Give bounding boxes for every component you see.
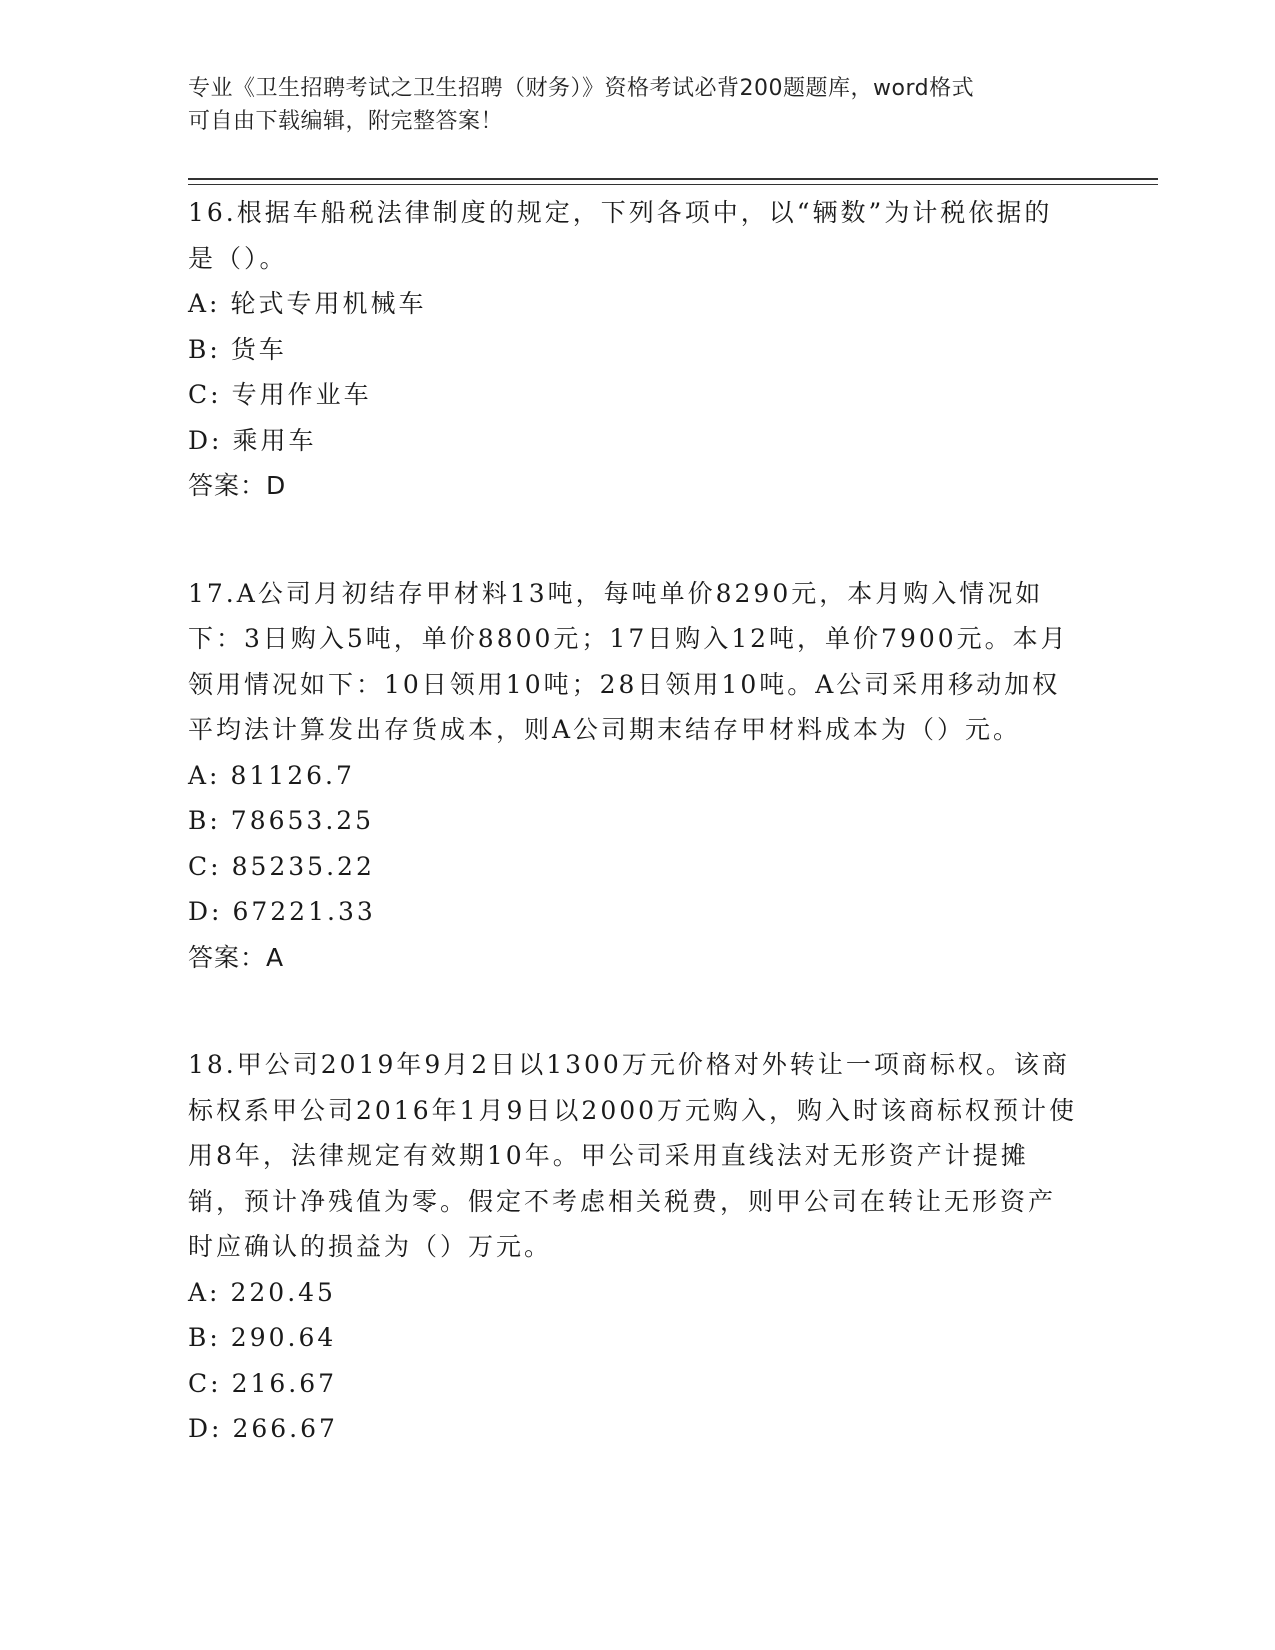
- document-header: [188, 72, 1088, 138]
- question-16: [188, 190, 1078, 509]
- option-letter: D:: [188, 897, 223, 926]
- header-divider-thin: [188, 184, 1158, 185]
- option-letter: C:: [188, 380, 222, 409]
- option-letter: A:: [188, 760, 221, 790]
- answer-label: 答案：A: [188, 942, 285, 972]
- question-stem: 16.根据车船税法律制度的规定，下列各项中，以“辆数”为计税依据的是（）。: [188, 198, 1053, 273]
- header-line-1: 专业《卫生招聘考试之卫生招聘（财务）》资格考试必背200题题库，word格式: [188, 76, 975, 101]
- option-letter: D:: [188, 1414, 223, 1443]
- option-b: [188, 327, 1078, 373]
- option-letter: A:: [188, 289, 221, 318]
- answer-label: 答案：D: [188, 471, 287, 500]
- option-letter: A:: [188, 1277, 221, 1307]
- option-text: 220.45: [230, 1277, 336, 1307]
- question-list: [188, 190, 1078, 1514]
- option-text: 乘用车: [232, 425, 317, 455]
- option-text: 专用作业车: [231, 380, 372, 409]
- question-17: [188, 571, 1078, 981]
- option-d: [188, 418, 1078, 464]
- option-letter: B:: [188, 806, 221, 835]
- header-line-2: 可自由下载编辑，附完整答案！: [188, 109, 504, 134]
- option-text: 290.64: [230, 1323, 337, 1352]
- option-text: 78653.25: [230, 806, 375, 835]
- option-letter: D:: [188, 425, 223, 455]
- option-letter: B:: [188, 1323, 221, 1352]
- option-c: [188, 372, 1078, 418]
- option-text: 216.67: [231, 1368, 338, 1398]
- option-b: [188, 1315, 1078, 1361]
- question-18: [188, 1042, 1078, 1452]
- option-c: [188, 1361, 1078, 1407]
- option-letter: B:: [188, 334, 221, 364]
- option-d: [188, 889, 1078, 935]
- option-text: 81126.7: [230, 760, 355, 790]
- option-text: 轮式专用机械车: [230, 289, 427, 318]
- option-text: 货车: [230, 334, 287, 364]
- option-a: [188, 281, 1078, 327]
- option-c: [188, 844, 1078, 890]
- option-text: 266.67: [232, 1414, 338, 1443]
- question-stem: 18.甲公司2019年9月2日以1300万元价格对外转让一项商标权。该商标权系甲公司2016年1月9日以2000万元购入，购入时该商标权预计使用8年，法律规定有效期10年。甲公司采用直线法对无形资产计提摊销，预计净残值为零。假定不考虑相关税费，则甲公司在转让无形资产时应确认的损益为（）万元。: [188, 1050, 1078, 1261]
- option-a: [188, 1270, 1078, 1316]
- option-d: [188, 1406, 1078, 1452]
- option-letter: C:: [188, 851, 222, 881]
- option-text: 85235.22: [231, 851, 375, 881]
- option-letter: C:: [188, 1368, 222, 1398]
- option-a: [188, 753, 1078, 799]
- question-stem: 17.A公司月初结存甲材料13吨，每吨单价8290元，本月购入情况如下：3日购入5吨，单价8800元；17日购入12吨，单价7900元。本月领用情况如下：10日领用10吨；28日领用10吨。A公司采用移动加权平均法计算发出存货成本，则A公司期末结存甲材料成本为（）元。: [188, 578, 1069, 744]
- header-divider-thick: [188, 178, 1158, 180]
- option-text: 67221.33: [232, 897, 376, 926]
- option-b: [188, 798, 1078, 844]
